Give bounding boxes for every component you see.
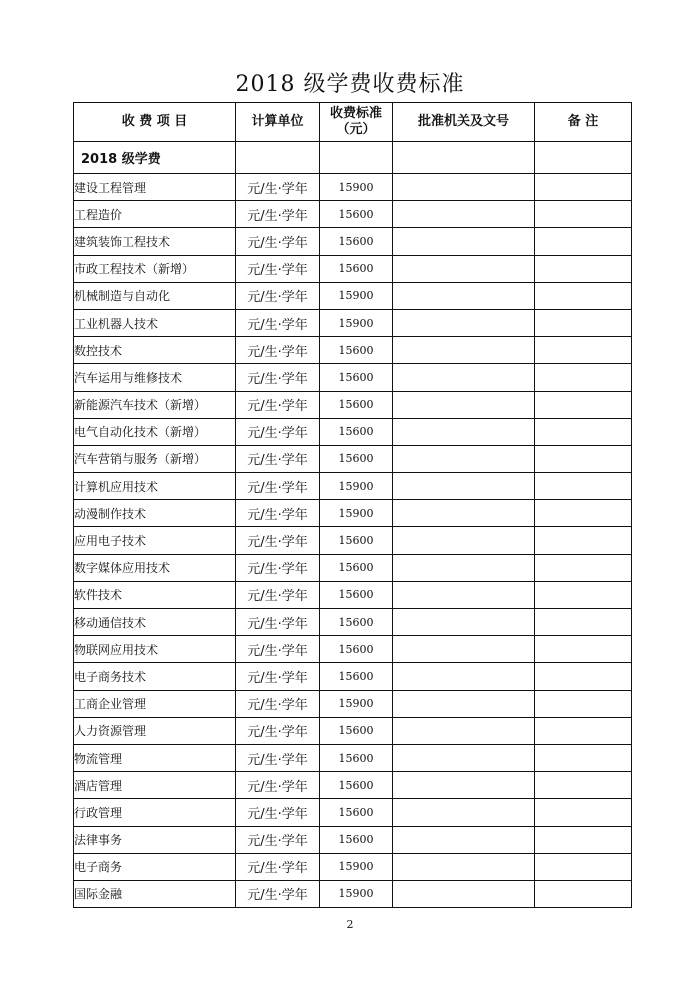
fee-cell: 15600: [320, 228, 393, 255]
remarks-cell: [535, 609, 632, 636]
major-cell: 工业机器人技术: [74, 309, 236, 336]
table-row: [74, 826, 632, 853]
remarks-cell: [535, 337, 632, 364]
table-row: [74, 473, 632, 500]
major-cell: 物流管理: [74, 744, 236, 771]
table-row: [74, 391, 632, 418]
unit-cell: 元/生·学年: [236, 554, 320, 581]
table-row: [74, 527, 632, 554]
table-row: [74, 663, 632, 690]
fee-cell: 15600: [320, 826, 393, 853]
major-cell: 计算机应用技术: [74, 473, 236, 500]
remarks-cell: [535, 880, 632, 907]
remarks-cell: [535, 799, 632, 826]
table-row: [74, 880, 632, 907]
table-row: [74, 581, 632, 608]
approval-cell: [393, 853, 535, 880]
unit-cell: 元/生·学年: [236, 880, 320, 907]
unit-cell: 元/生·学年: [236, 391, 320, 418]
remarks-cell: [535, 473, 632, 500]
major-cell: 人力资源管理: [74, 717, 236, 744]
approval-cell: [393, 826, 535, 853]
approval-cell: [393, 717, 535, 744]
major-cell: 数控技术: [74, 337, 236, 364]
major-cell: 建设工程管理: [74, 174, 236, 201]
section-empty-cell: [535, 142, 632, 174]
remarks-cell: [535, 826, 632, 853]
table-row: [74, 201, 632, 228]
fee-cell: 15900: [320, 309, 393, 336]
unit-cell: 元/生·学年: [236, 282, 320, 309]
approval-cell: [393, 581, 535, 608]
fee-cell: 15600: [320, 663, 393, 690]
table-row: [74, 174, 632, 201]
major-cell: 动漫制作技术: [74, 500, 236, 527]
unit-cell: 元/生·学年: [236, 853, 320, 880]
approval-cell: [393, 228, 535, 255]
table-row: [74, 364, 632, 391]
unit-cell: 元/生·学年: [236, 527, 320, 554]
fee-cell: 15900: [320, 473, 393, 500]
header-item: 收 费 项 目: [74, 103, 236, 142]
table-row: [74, 772, 632, 799]
approval-cell: [393, 799, 535, 826]
fee-cell: 15600: [320, 609, 393, 636]
document-title: 2018 级学费收费标准: [235, 72, 465, 97]
unit-cell: 元/生·学年: [236, 609, 320, 636]
remarks-cell: [535, 282, 632, 309]
table-row: [74, 255, 632, 282]
fee-cell: 15900: [320, 500, 393, 527]
table-row: [74, 636, 632, 663]
major-cell: 软件技术: [74, 581, 236, 608]
fee-cell: 15600: [320, 636, 393, 663]
major-cell: 移动通信技术: [74, 609, 236, 636]
major-cell: 工商企业管理: [74, 690, 236, 717]
table-row: [74, 309, 632, 336]
remarks-cell: [535, 309, 632, 336]
unit-cell: 元/生·学年: [236, 255, 320, 282]
remarks-cell: [535, 717, 632, 744]
table-row: [74, 717, 632, 744]
header-remarks: 备 注: [535, 103, 632, 142]
unit-cell: 元/生·学年: [236, 337, 320, 364]
fee-cell: 15900: [320, 853, 393, 880]
major-cell: 建筑装饰工程技术: [74, 228, 236, 255]
fee-cell: 15600: [320, 581, 393, 608]
table-row: [74, 500, 632, 527]
major-cell: 市政工程技术（新增）: [74, 255, 236, 282]
remarks-cell: [535, 636, 632, 663]
fee-cell: 15900: [320, 282, 393, 309]
approval-cell: [393, 309, 535, 336]
unit-cell: 元/生·学年: [236, 418, 320, 445]
approval-cell: [393, 282, 535, 309]
major-cell: 电子商务: [74, 853, 236, 880]
major-cell: 新能源汽车技术（新增）: [74, 391, 236, 418]
major-cell: 电气自动化技术（新增）: [74, 418, 236, 445]
approval-cell: [393, 554, 535, 581]
header-unit: 计算单位: [236, 103, 320, 142]
major-cell: 汽车营销与服务（新增）: [74, 445, 236, 472]
remarks-cell: [535, 853, 632, 880]
fee-cell: 15600: [320, 337, 393, 364]
remarks-cell: [535, 201, 632, 228]
remarks-cell: [535, 445, 632, 472]
fee-cell: 15900: [320, 174, 393, 201]
major-cell: 数字媒体应用技术: [74, 554, 236, 581]
fee-cell: 15600: [320, 554, 393, 581]
remarks-cell: [535, 744, 632, 771]
approval-cell: [393, 418, 535, 445]
approval-cell: [393, 663, 535, 690]
unit-cell: 元/生·学年: [236, 772, 320, 799]
unit-cell: 元/生·学年: [236, 201, 320, 228]
remarks-cell: [535, 554, 632, 581]
remarks-cell: [535, 391, 632, 418]
major-cell: 法律事务: [74, 826, 236, 853]
approval-cell: [393, 337, 535, 364]
fee-cell: 15600: [320, 744, 393, 771]
remarks-cell: [535, 581, 632, 608]
table-row: [74, 418, 632, 445]
unit-cell: 元/生·学年: [236, 364, 320, 391]
fee-cell: 15600: [320, 391, 393, 418]
header-standard: 收费标准（元）: [320, 103, 393, 142]
approval-cell: [393, 500, 535, 527]
approval-cell: [393, 636, 535, 663]
unit-cell: 元/生·学年: [236, 445, 320, 472]
approval-cell: [393, 473, 535, 500]
unit-cell: 元/生·学年: [236, 744, 320, 771]
major-cell: 行政管理: [74, 799, 236, 826]
table-row: [74, 744, 632, 771]
fee-cell: 15600: [320, 255, 393, 282]
approval-cell: [393, 201, 535, 228]
approval-cell: [393, 880, 535, 907]
remarks-cell: [535, 500, 632, 527]
remarks-cell: [535, 690, 632, 717]
remarks-cell: [535, 418, 632, 445]
header-approval: 批准机关及文号: [393, 103, 535, 142]
unit-cell: 元/生·学年: [236, 581, 320, 608]
approval-cell: [393, 744, 535, 771]
fee-cell: 15900: [320, 880, 393, 907]
section-empty-cell: [393, 142, 535, 174]
unit-cell: 元/生·学年: [236, 799, 320, 826]
approval-cell: [393, 391, 535, 418]
unit-cell: 元/生·学年: [236, 228, 320, 255]
major-cell: 国际金融: [74, 880, 236, 907]
unit-cell: 元/生·学年: [236, 500, 320, 527]
approval-cell: [393, 609, 535, 636]
approval-cell: [393, 527, 535, 554]
table-row: [74, 853, 632, 880]
remarks-cell: [535, 772, 632, 799]
table-row: [74, 690, 632, 717]
unit-cell: 元/生·学年: [236, 473, 320, 500]
fee-cell: 15600: [320, 772, 393, 799]
unit-cell: 元/生·学年: [236, 663, 320, 690]
table-row: [74, 445, 632, 472]
section-row: [74, 142, 632, 174]
major-cell: 酒店管理: [74, 772, 236, 799]
major-cell: 应用电子技术: [74, 527, 236, 554]
fee-cell: 15600: [320, 445, 393, 472]
table-row: [74, 554, 632, 581]
remarks-cell: [535, 255, 632, 282]
fee-cell: 15600: [320, 364, 393, 391]
unit-cell: 元/生·学年: [236, 690, 320, 717]
approval-cell: [393, 772, 535, 799]
fee-cell: 15600: [320, 799, 393, 826]
approval-cell: [393, 690, 535, 717]
unit-cell: 元/生·学年: [236, 717, 320, 744]
approval-cell: [393, 445, 535, 472]
remarks-cell: [535, 174, 632, 201]
unit-cell: 元/生·学年: [236, 309, 320, 336]
section-empty-cell: [236, 142, 320, 174]
unit-cell: 元/生·学年: [236, 174, 320, 201]
approval-cell: [393, 174, 535, 201]
remarks-cell: [535, 228, 632, 255]
major-cell: 电子商务技术: [74, 663, 236, 690]
fee-cell: 15900: [320, 690, 393, 717]
fee-cell: 15600: [320, 717, 393, 744]
section-label: 2018 级学费: [74, 142, 236, 174]
fee-standard-table: [73, 102, 632, 908]
table-header-row: [74, 103, 632, 142]
table-row: [74, 228, 632, 255]
remarks-cell: [535, 364, 632, 391]
fee-cell: 15600: [320, 527, 393, 554]
fee-cell: 15600: [320, 201, 393, 228]
remarks-cell: [535, 663, 632, 690]
table-row: [74, 799, 632, 826]
table-row: [74, 337, 632, 364]
approval-cell: [393, 255, 535, 282]
section-empty-cell: [320, 142, 393, 174]
table-row: [74, 282, 632, 309]
page-number: 2: [346, 918, 354, 931]
fee-cell: 15600: [320, 418, 393, 445]
major-cell: 汽车运用与维修技术: [74, 364, 236, 391]
major-cell: 工程造价: [74, 201, 236, 228]
remarks-cell: [535, 527, 632, 554]
table-row: [74, 609, 632, 636]
major-cell: 物联网应用技术: [74, 636, 236, 663]
unit-cell: 元/生·学年: [236, 636, 320, 663]
unit-cell: 元/生·学年: [236, 826, 320, 853]
major-cell: 机械制造与自动化: [74, 282, 236, 309]
approval-cell: [393, 364, 535, 391]
